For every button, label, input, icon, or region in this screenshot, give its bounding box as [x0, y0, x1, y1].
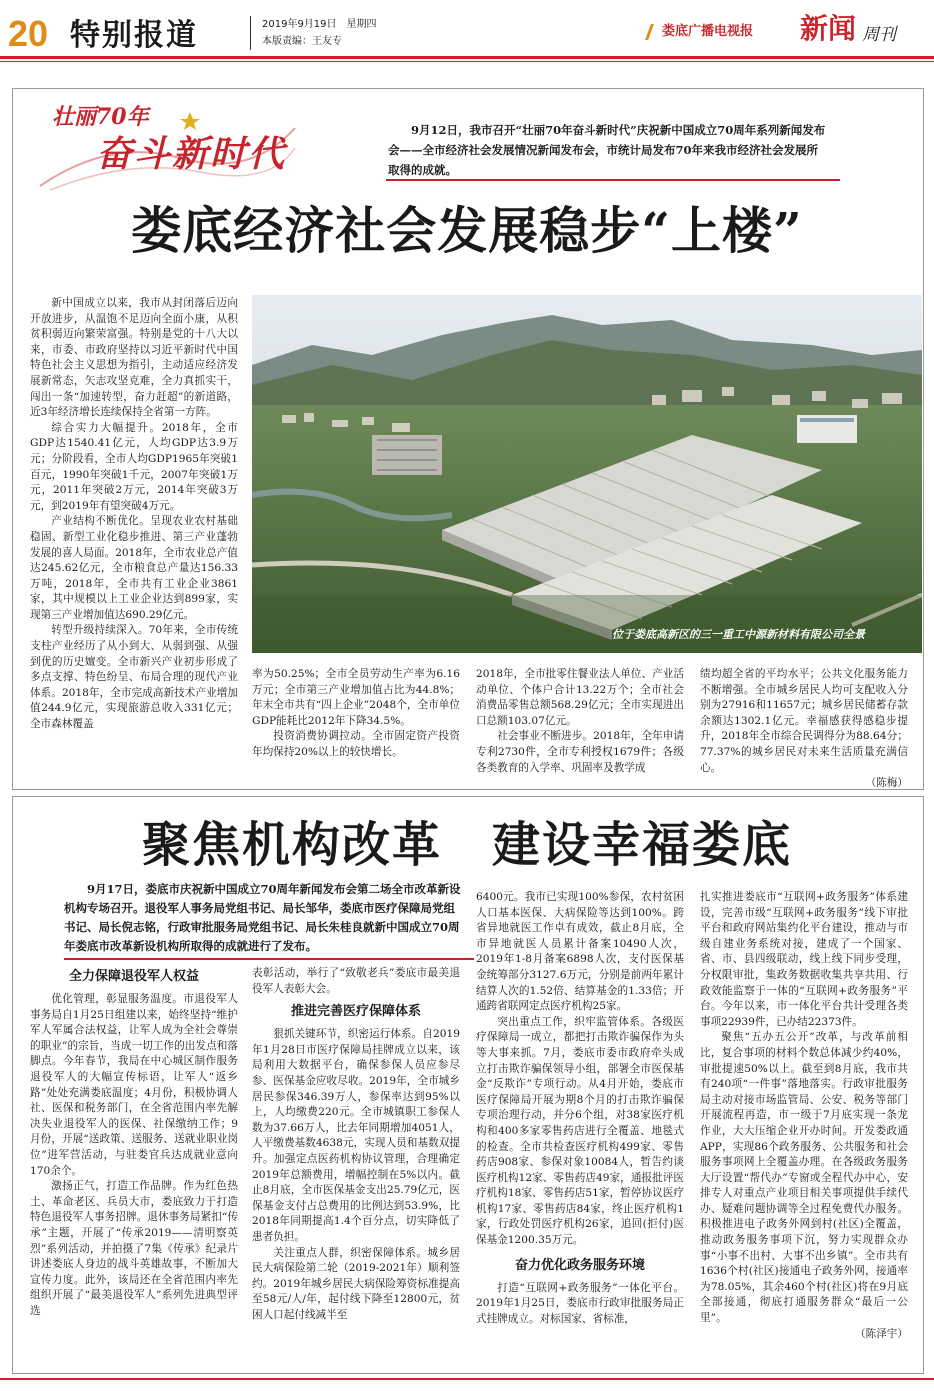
- brand-station: 娄底广播电视报: [662, 24, 754, 39]
- paragraph: 优化管理，彰显服务温度。市退役军人事务局自1月25日组建以来，始终坚持“维护军人军属合法权益，让军人成为全社会尊崇的职业”的宗旨，当成一切工作的出发点和落脚点。今年春节，我局在中心城区制作服务退役军人的大幅宣传标语，让军人“返乡路”处处充满娄底温度；4月份，积极协调人社、医保和税务部门，在全省范围内率先解决失业退役军人的医保、社保缴纳工作；9月份，开展“送政策、送服务、送就业职业岗位”进军营活动，与驻娄官兵达成就业意向170余个。: [30, 993, 238, 1177]
- paragraph: 打造“互联网+政务服务”一体化平台。2019年1月25日，娄底市行政审批服务局正式挂牌成立。对标国家、省标准，: [476, 1281, 684, 1325]
- page-editor: 本版责编：王友专: [262, 36, 342, 47]
- banner-line-1: 壮丽70年: [52, 104, 149, 130]
- subhead-government-services: 奋力优化政务服务环境: [514, 1257, 645, 1273]
- story2-intro-underline: [64, 958, 474, 960]
- story1-intro-underline: [386, 179, 840, 181]
- story2-headline: 聚焦机构改革 建设幸福娄底: [141, 817, 792, 873]
- issue-date: 2019年9月19日 星期四: [262, 19, 377, 30]
- paragraph: 产业结构不断优化。呈现农业农村基础稳固、新型工业化稳步推进、第三产业蓬勃发展的喜人局面。2018年，全市农业总产值达245.62亿元，全市粮食总产量达156.33万吨，2018年，全市共有工业企业3861家，其中规模以上工业企业达到899家，实现第三产业增加值达690.29亿元。: [30, 515, 238, 621]
- header-divider: [250, 16, 251, 50]
- story2-column-3: [476, 890, 684, 1327]
- story1-column-d: [700, 667, 908, 792]
- header-rule-thin: [0, 61, 934, 62]
- byline: （陈泽宇）: [855, 1327, 908, 1340]
- story1-headline: 娄底经济社会发展稳步“上楼”: [131, 201, 803, 260]
- brand-mark-icon: [645, 24, 663, 40]
- subhead-veterans: 全力保障退役军人权益: [68, 969, 199, 984]
- page-number: 20: [8, 13, 49, 54]
- paragraph: 狠抓关键环节，织密运行体系。自2019年1月28日市医疗保障局挂牌成立以来，该局利用大数据平台，确保参保人员应参尽参、医保基金应收尽收。2019年，全市城乡居民参保346.39万人，参保率达到95%以上，人均缴费220元。全市城镇职工参保人数为37.66万人，比去年同期增加4051人，人平缴费基数4638元，实现人员和基数双提升。加强定点医药机构协议管理，合理确定2019年总额费用，增幅控制在5%以内。截止8月底，全市医保基金支出25.79亿元，医保基金支付占总费用的比例达到53.9%，比2018年同期提高1.4个百分点，切实降低了患者负担。: [252, 1028, 460, 1243]
- banner-line-2: 奋斗新时代: [96, 133, 287, 175]
- photo-caption: 位于娄底高新区的三一重工中源新材料有限公司全景: [612, 628, 865, 641]
- story2-column-4: [700, 890, 908, 1342]
- subhead-medical: 推进完善医疗保障体系: [290, 1004, 421, 1020]
- paragraph: 率为50.25%；全市全员劳动生产率为6.16万元；全市第三产业增加值占比为44.8%；年末全市共有“四上企业”2048个，全市单位GDP能耗比2012年下降34.5%。: [252, 668, 460, 727]
- paragraph: 关注重点人群，织密保障体系。城乡居民大病保险第二轮（2019-2021年）顺利签约。2019年城乡居民大病保险筹资标准提高至58元/人/年，起付线下降至12800元，贫困人口起付线减半至: [252, 1246, 460, 1321]
- paragraph: 扎实推进娄底市“互联网+政务服务”体系建设，完善市级“互联网+政务服务”线下审批平台和政府网站集约化平台建设，推动与市级自建业务系统对接，建成了一个国家、省、市、县四级联动，线上线下同步受理，分权限审批，集政务数据收集共享共用、行政效能监察于一体的“互联网+政务服务”平台。今年以来，市一体化平台共计受理各类事项22939件，已办结22373件。: [700, 891, 908, 1028]
- footer-rule: [0, 1378, 934, 1380]
- story1-intro: 9月12日，我市召开“壮丽70年奋斗新时代”庆祝新中国成立70周年系列新闻发布会——全市经济社会发展情况新闻发布会，市统计局发布70年来我市经济社会发展所取得的成就。: [388, 123, 826, 177]
- paragraph: 综合实力大幅提升。2018年，全市GDP达1540.41亿元，人均GDP达3.9万元；分阶段看，全市人均GDP1965年突破1百元，1990年突破1千元，2007年突破1万元，2011年突破2万元，2014年突破3万元，到2019年有望突破4万元。: [30, 421, 238, 512]
- paragraph: 转型升级持续深入。70年来，全市传统支柱产业经历了从小到大、从弱到强、从强到优的历史嬗变。全市新兴产业初步形成了多点支撑、特色纷呈、布局合理的现代产业体系。2018年，全市完成高新技术产业增加值244.9亿元，实现旅游总收入331亿元；全市森林覆盖: [30, 624, 238, 731]
- factory-aerial-photo: [252, 295, 922, 653]
- brand-weekly: 周刊: [862, 25, 896, 45]
- paragraph: 聚焦“五办五公开”改革，与改革前相比，复合事项的材料个数总体减少约40%，审批提速50%以上。截至到8月底，我市共有240项“一件事”落地落实。行政审批服务局主动对接市场监管局、公安、税务等部门开展流程再造，市一级于7月底实现一条龙作业，大大压缩企业开办时间。开发娄政通APP，实现86个政务服务、公共服务和社会服务事项网上全覆盖办理。在各级政务服务大厅设置“帮代办”专窗或全程代办中心，安排专人对重点产业项目相关事项提供手续代办、疑难问题协调等全过程免费代办服务。积极推进电子政务外网到村(社区)全覆盖，推动政务服务事项下沉，努力实现群众办事“小事不出村、大事不出乡镇”。全市共有1636个村(社区)接通电子政务外网，接通率为78.05%，其余460个村(社区)将在9月底全部接通，彻底打通服务群众“最后一公里”。: [700, 1031, 908, 1325]
- story2-column-2: [252, 966, 460, 1323]
- paragraph: 2018年，全市批零住餐业法人单位、产业活动单位、个体户合计13.22万个；全市社会消费品零售总额568.29亿元；全市实现进出口总额103.07亿元。: [476, 668, 684, 727]
- paragraph: 绩均超全省的平均水平；公共文化服务能力不断增强。全市城乡居民人均可支配收入分别为27916和11657元；城乡居民储蓄存款余额达1302.1亿元。幸福感获得感稳步提升，2018年全市综合民调得分为88.64分；77.37%的城乡居民对未来生活质量充满信心。: [700, 668, 908, 774]
- photo-illustration: [252, 295, 922, 653]
- section-title: 特别报道: [70, 18, 198, 53]
- story1-column-a: [30, 296, 238, 733]
- paragraph: 6400元。我市已实现100%参保，农村贫困人口基本医保、大病保险等达到100%。跨省异地就医工作卓有成效，截止8月底，全市异地就医人员累计备案10490人次，2019年1-8月备案6898人次，支付医保基金统筹部分3127.6万元，分别是前两年累计结算人次的1.52倍、结算基金的1.33倍；开通跨省联网定点医疗机构25家。: [476, 891, 684, 1013]
- paragraph: 表彰活动，举行了“致敬老兵”娄底市最美退役军人表彰大会。: [252, 967, 460, 995]
- paragraph: 突出重点工作，织牢监管体系。各级医疗保障局一成立，都把打击欺诈骗保作为头等大事来抓。7月，娄底市委市政府牵头成立打击欺诈骗保领导小组，部署全市医保基金“反欺诈”专项行动。从4月开始，娄底市医疗保障局开展为期8个月的打击欺诈骗保专项治理行动，并分6个组，对38家医疗机构和400多家零售药店进行全覆盖、地毯式的检查。全市共检查医疗机构499家、零售药店908家、参保对象10084人，暂告约谈医疗机构12家、零售药店49家，通报批评医疗机构18家、零售药店51家，暂停协议医疗机构17家、零售药店84家，终止医疗机构1家，行政处罚医疗机构26家，追回(拒付)医保基金1200.35万元。: [476, 1015, 684, 1247]
- brand-masthead: 新闻: [800, 12, 857, 45]
- byline: （陈梅）: [865, 777, 908, 790]
- header-rule: [0, 56, 934, 59]
- paragraph: 新中国成立以来，我市从封闭落后迈向开放进步，从温饱不足迈向全面小康，从积贫积弱迈向繁荣富强。特别是党的十八大以来，市委、市政府坚持以习近平新时代中国特色社会主义思想为指引，主动适应经济发展新常态，矢志攻坚克难，全力真抓实干，闯出一条“加速转型，奋力赶超”的新道路，近3年经济增长连续保持全省第一方阵。: [30, 297, 238, 419]
- paragraph: 社会事业不断进步。2018年，全年申请专利2730件，全市专利授权1679件；各级各类教育的入学率、巩固率及教学成: [476, 730, 684, 774]
- paragraph: 激扬正气，打造工作品牌。作为红色热土、革命老区、兵员大市，娄底致力于打造特色退役军人事务招牌。退休事务局紧扣“传承”主题，开展了“传承2019——清明察英烈”系列活动，并拍摄了7集《传承》纪录片讲述娄底人身边的战斗英雄故事，不断加大宣传力度。此外，该局还在全省范围内率先组织开展了“最美退役军人”系列先进典型评选: [30, 1180, 238, 1317]
- story1-column-c: [476, 667, 684, 776]
- paragraph: 投资消费协调拉动。全市固定资产投资年均保持20%以上的较快增长。: [252, 730, 460, 758]
- story1-column-b: [252, 667, 460, 761]
- story2-column-1: [30, 964, 238, 1319]
- story2-intro: 9月17日，娄底市庆祝新中国成立70周年新闻发布会第二场全市改革新设机构专场召开。退役军人事务局党组书记、局长邹华，娄底市医疗保障局党组书记、局长倪志铭，行政审批服务局党组书记、局长朱桂良就新中国成立70周年娄底市改革新设机构所取得的成就进行了发布。: [64, 882, 461, 953]
